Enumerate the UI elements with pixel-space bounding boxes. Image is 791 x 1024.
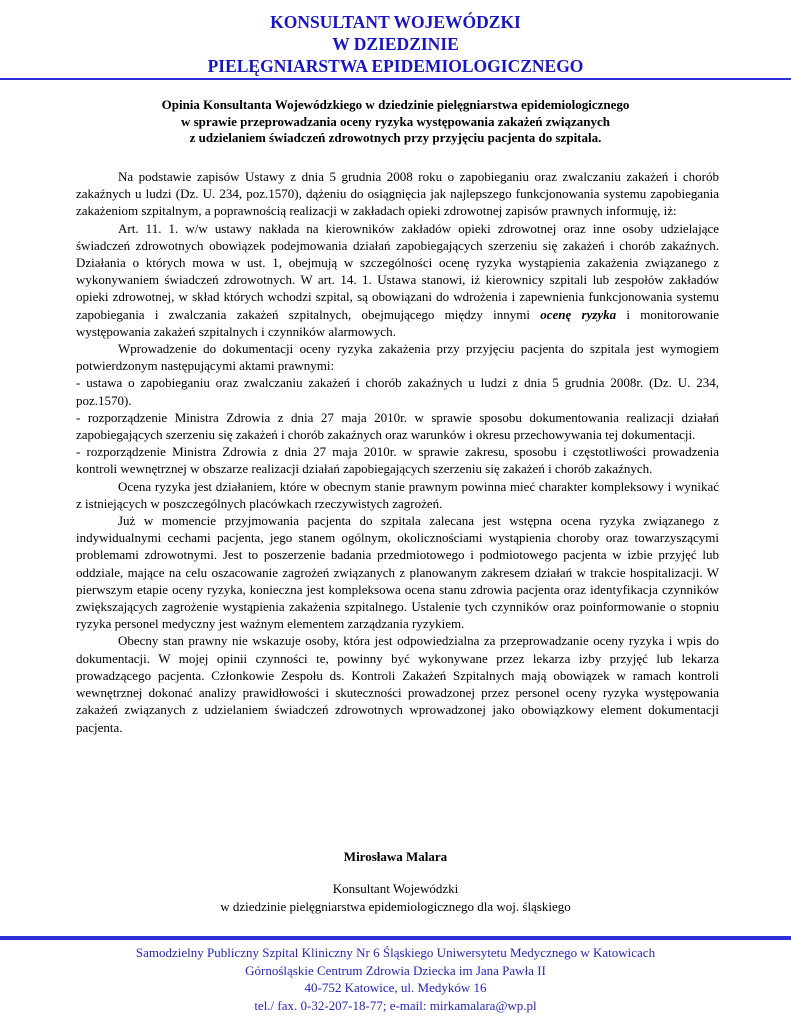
signatory-role-line-1: Konsultant Wojewódzki bbox=[332, 881, 459, 896]
title-line-1: Opinia Konsultanta Wojewódzkiego w dziedzinie pielęgniarstwa epidemiologicznego bbox=[161, 97, 630, 112]
footer-divider bbox=[0, 936, 791, 940]
footer-line-3: 40-752 Katowice, ul. Medyków 16 bbox=[304, 980, 487, 995]
footer-line-2: Górnośląskie Centrum Zdrowia Dziecka im Jana Pawła II bbox=[245, 962, 546, 978]
list-item: - ustawa o zapobieganiu oraz zwalczaniu zakażeń i chorób zakaźnych u ludzi z dnia 5 grudnia 2008r. (Dz. U. 234, poz.1570). bbox=[76, 375, 719, 408]
paragraph-art-11 bbox=[76, 220, 719, 340]
signatory-role bbox=[0, 880, 791, 916]
list-item: - rozporządzenie Ministra Zdrowia z dnia 27 maja 2010r. w sprawie sposobu dokumentowania realizacji działań zapobiegających szerzeniu się zakażeń i chorób zakaźnych oraz warunków i okresu przechowywania tej dokumentacji. bbox=[76, 409, 719, 443]
emphasis-risk-assessment: ocenę ryzyka bbox=[540, 306, 617, 322]
letterhead-line-3: PIELĘGNIARSTWA EPIDEMIOLOGICZNEGO bbox=[207, 56, 584, 76]
paragraph-art-11-text: Art. 11. 1. w/w ustawy nakłada na kierowników zakładów opieki zdrowotnej oraz inne osoby udzielające świadczeń zdrowotnych obowiązek podejmowania działań zapobiegających szerzeniu się zakażeń i chorób zakaźnych. Działania o których mowa w ust. 1, obejmują w szczególności ocenę ryzyka wystąpienia zakażenia związanego z wykonywaniem świadczeń zdrowotnych. W art. 14. 1. Ustawa stanowi, iż kierownicy szpitali lub zespołów zakładów opieki zdrowotnej, w skład których wchodzi szpital, są obowiązani do wdrożenia i zapewnienia funkcjonowania systemu zapobiegania i zwalczania zakażeń szpitalnych, obejmującego między innymi bbox=[76, 220, 719, 322]
footer-contact: tel./ fax. 0-32-207-18-77; e-mail: mirkamalara@wp.pl bbox=[254, 997, 537, 1013]
paragraph-admission-assessment: Już w momencie przyjmowania pacjenta do szpitala zalecana jest wstępna ocena ryzyka związanego z indywidualnymi cechami pacjenta, jego stanem ogólnym, okolicznościami wystąpienia choroby oraz towarzyszącymi problemami zdrowotnymi. Jest to poszerzenie badania przedmiotowego i podmiotowego pacjenta w izbie przyjęć lub oddziale, mające na celu oszacowanie zagrożeń związanych z planowanym zakresem działań w trakcie hospitalizacji. W pierwszym etapie oceny ryzyka, konieczna jest kompleksowa ocena stanu zdrowia pacjenta oraz identyfikacja czynników zwiększających zagrożenie wystąpienia zakażenia szpitalnego. Ustalenie tych czynników oraz poinformowanie o stopniu ryzyka personel medyczny jest ważnym elementem zarządzania ryzykiem. bbox=[76, 513, 719, 632]
footer-address bbox=[0, 944, 791, 1014]
paragraph-responsibility: Obecny stan prawny nie wskazuje osoby, która jest odpowiedzialna za przeprowadzanie oceny ryzyka i wpis do dokumentacji. W mojej opinii czynności te, powinny być wykonywane przez lekarza izby przyjęć lub lekarza prowadzącego pacjenta. Członkowie Zespołu ds. Kontroli Zakażeń Szpitalnych mają obowiązek w ramach kontroli wewnętrznej dokonać analizy prawidłowości i skuteczności prowadzonej przez personel oceny ryzyka występowania zakażeń związanych z udzielaniem świadczeń zdrowotnych wprowadzonej jako obowiązkowy element dokumentacji pacjenta. bbox=[76, 633, 719, 735]
document-title bbox=[30, 97, 761, 147]
letterhead-line-2: W DZIEDZINIE bbox=[332, 34, 459, 54]
signatory-name: Mirosława Malara bbox=[343, 849, 448, 864]
letterhead bbox=[0, 11, 791, 77]
header-divider bbox=[0, 78, 791, 80]
paragraph-art-11-tail: i monitorowanie występowania zakażeń szpitalnych i czynników alarmowych. bbox=[76, 306, 719, 339]
title-line-2: w sprawie przeprowadzania oceny ryzyka występowania zakażeń związanych bbox=[180, 113, 611, 129]
paragraph-legal-basis: Wprowadzenie do dokumentacji oceny ryzyka zakażenia przy przyjęciu pacjenta do szpitala jest wymogiem potwierdzonym następującymi aktami prawnymi: bbox=[76, 341, 719, 374]
paragraph-risk-definition: Ocena ryzyka jest działaniem, które w obecnym stanie prawnym powinna mieć charakter kompleksowy i wynikać z istniejących w poszczególnych placówkach rzeczywistych zagrożeń. bbox=[76, 478, 719, 511]
signatory-role-line-2: w dziedzinie pielęgniarstwa epidemiologicznego dla woj. śląskiego bbox=[220, 899, 571, 914]
footer-line-1: Samodzielny Publiczny Szpital Kliniczny Nr 6 Śląskiego Uniwersytetu Medycznego w Katowicach bbox=[135, 945, 656, 960]
document-body bbox=[76, 168, 719, 736]
list-item: - rozporządzenie Ministra Zdrowia z dnia 27 maja 2010r. w sprawie zakresu, sposobu i częstotliwości prowadzenia kontroli wewnętrznej w obszarze realizacji działań zapobiegających szerzeniu się zakażeń i chorób zakaźnych. bbox=[76, 444, 719, 477]
paragraph-intro: Na podstawie zapisów Ustawy z dnia 5 grudnia 2008 roku o zapobieganiu oraz zwalczaniu zakażeń i chorób zakaźnych u ludzi (Dz. U. 234, poz.1570), dążeniu do osiągnięcia jak najlepszego funkcjonowania systemu zapobiegania zakażeniom szpitalnym, a poprawnością realizacji w zakładach opieki zdrowotnej zapisów prawnych informuję, iż: bbox=[76, 169, 719, 219]
title-line-3: z udzielaniem świadczeń zdrowotnych przy przyjęciu pacjenta do szpitala. bbox=[189, 130, 602, 145]
letterhead-line-1: KONSULTANT WOJEWÓDZKI bbox=[270, 12, 521, 32]
